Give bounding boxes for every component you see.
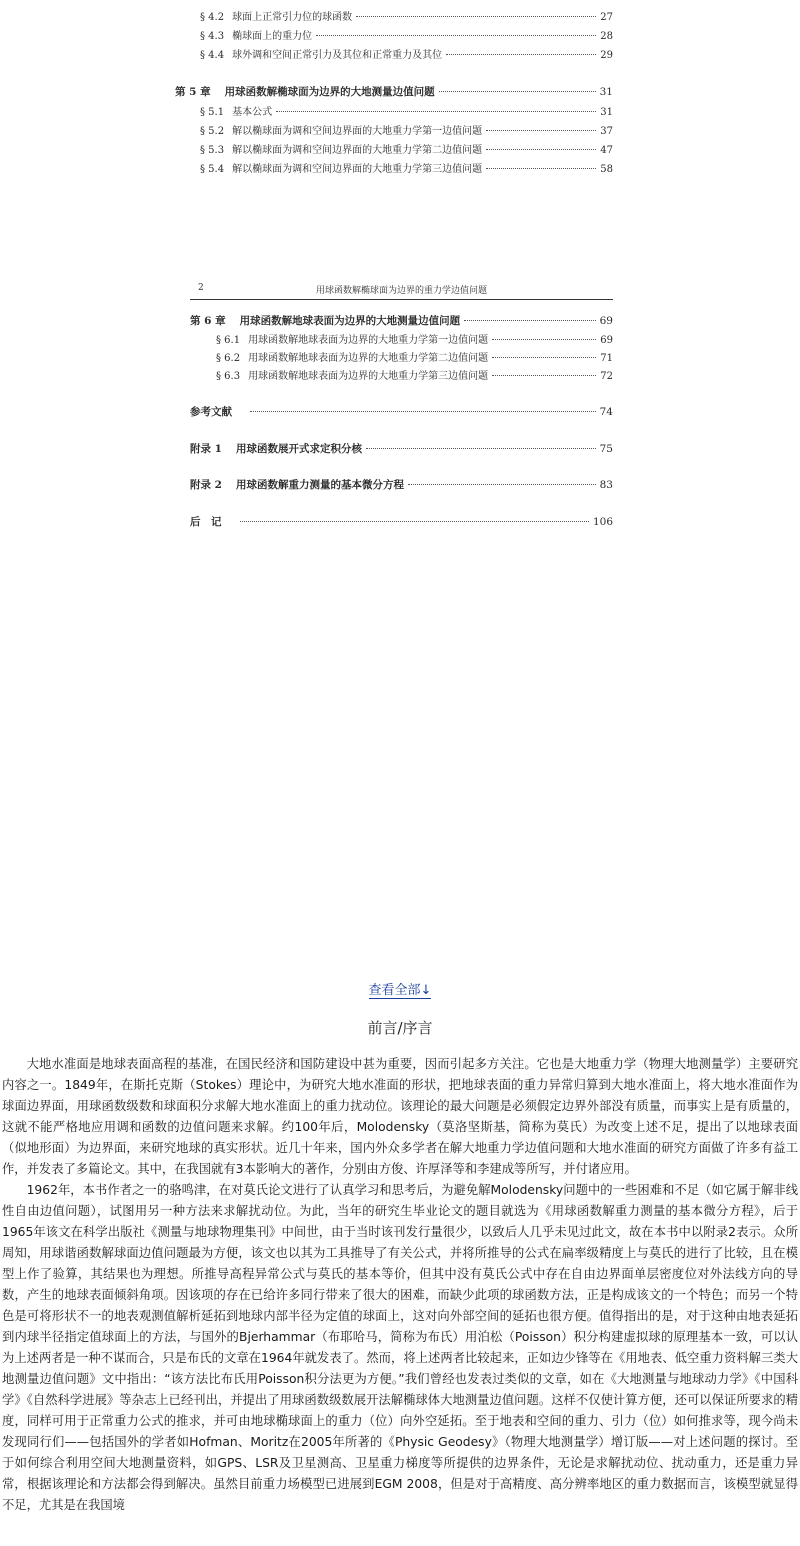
toc-chapter-number: 附录 2 bbox=[190, 479, 222, 491]
toc-entry-page: 106 bbox=[592, 516, 613, 528]
toc-entry-number: § 4.3 bbox=[200, 31, 225, 42]
toc-chapter-number: 附录 1 bbox=[190, 443, 222, 455]
toc-entry-title: 用球函数解地球表面为边界的大地重力学第三边值问题 bbox=[248, 371, 489, 382]
toc-entry-page: 74 bbox=[599, 406, 613, 418]
toc-entry-page: 69 bbox=[599, 315, 613, 327]
toc-leader-dots bbox=[492, 375, 596, 376]
toc-entry-title: 球面上正常引力位的球函数 bbox=[232, 12, 353, 23]
toc-entry-number: § 6.2 bbox=[216, 353, 241, 364]
preface-paragraph: 1962年，本书作者之一的骆鸣津，在对莫氏论文进行了认真学习和思考后，为避免解Molodensky问题中的一些困难和不足（如它属于解非线性自由边值问题），试图用另一种方法来求解扰动位。为此，当年的研究生毕业论文的题目就选为《用球函数解重力测量的基本微分方程》，后于1965年该文在科学出版社《测量与地球物理集刊》中间世，由于当时该刊发行量很少，以致后人几乎未见过此文，故在本书中以附录2表示。众所周知，用球谐函数解球面边值问题最为方便，该文也以其为工具推导了有关公式，并将所推导的公式在扁率级精度上与莫氏的进行了比较，且在模型上作了验算，其结果也为理想。所推导高程异常公式与莫氏的基本等价，但其中没有莫氏公式中存在自由边界面单层密度位对外法线方向的导数，产生的地球表面倾斜角项。因该项的存在已给许多同行带来了很大的困难，而缺少此项的球函数方法，正是构成该文的一个特色；而另一个特色是可将形状不一的地表观测值解析延拓到地球内部半径为定值的球面上，这对向外部空间的延拓也很方便。值得指出的是，对于这种由地表延拓到内球半径指定值球面上的方法，与国外的Bjerhammar（布耶哈马，简称为布氏）用泊松（Poisson）积分构建虚拟球的原理基本一致，可以认为上述两者是一种不谋而合，只是布氏的文章在1964年就发表了。然而，将上述两者比较起来，正如边少锋等在《用地表、低空重力资料解三类大地测量边值问题》文中指出：“该方法比布氏用Poisson积分法更为方便。”我们曾经也发表过类似的文章，如在《大地测量与地球动力学》《中国科学》《自然科学进展》等杂志上已经刊出，并提出了用球函数级数展开法解椭球体大地测量边值问题。这样不仅使计算方便，还可以保证所要求的精度，同样可用于正常重力公式的推求，并可由地球椭球面上的重力（位）向外空延拓。至于地表和空间的重力、引力（位）如何推求等，现今尚未发现同行们——包括国外的学者如Hofman、Moritz在2005年所著的《Physic Geodesy》（物理大地测量学）增订版——对上述问题的探讨。至于如何综合利用空间大地测量资料，如GPS、LSR及卫星测高、卫星重力梯度等所提供的边界条件，无论是求解扰动位、扰动重力，还是重力异常，根据该理论和方法都会得到解决。虽然目前重力场模型已进展到EGM 2008，但是对于高精度、高分辨率地区的重力数据而言，该模型就显得不足，尤其是在我国境 bbox=[2, 1183, 798, 1512]
toc-leader-dots bbox=[464, 320, 596, 321]
toc-entry-page: 31 bbox=[600, 107, 613, 118]
toc-entry bbox=[200, 141, 613, 156]
toc-entry-number: § 6.3 bbox=[216, 371, 241, 382]
toc-entry bbox=[216, 367, 613, 382]
toc-leader-dots bbox=[366, 448, 596, 449]
toc-chapter-number: 第 5 章 bbox=[175, 86, 211, 98]
view-all-container bbox=[0, 979, 800, 998]
toc-leader-dots bbox=[486, 149, 596, 150]
toc-leader-dots bbox=[408, 484, 596, 485]
toc-entry-page: 47 bbox=[600, 145, 613, 156]
toc-entry-title: 解以椭球面为调和空间边界面的大地重力学第三边值问题 bbox=[232, 164, 483, 175]
toc-chapter bbox=[190, 313, 613, 328]
toc-leader-dots bbox=[486, 130, 596, 131]
toc-leader-dots bbox=[240, 521, 589, 522]
toc-entry-page: 27 bbox=[600, 12, 613, 23]
toc-chapter-number: 第 6 章 bbox=[190, 315, 226, 327]
preface-body bbox=[2, 1054, 798, 1516]
toc-entry-number: § 6.1 bbox=[216, 335, 241, 346]
toc-chapter bbox=[190, 404, 613, 419]
toc-leader-dots bbox=[486, 168, 596, 169]
toc-leader-dots bbox=[356, 16, 596, 17]
toc-entry bbox=[216, 349, 613, 364]
toc-chapter-number: 参考文献 bbox=[190, 406, 232, 418]
toc-chapter bbox=[190, 441, 613, 456]
scan-page-running-title: 用球函数解椭球面为边界的重力学边值问题 bbox=[315, 286, 487, 296]
toc-entry-page: 72 bbox=[600, 371, 613, 382]
toc-entry-number: § 5.1 bbox=[200, 107, 225, 118]
toc-entry-number: § 4.4 bbox=[200, 50, 225, 61]
toc-entry-page: 37 bbox=[600, 126, 613, 137]
toc-entry bbox=[200, 160, 613, 175]
preface-paragraph: 大地水准面是地球表面高程的基准，在国民经济和国防建设中甚为重要，因而引起多方关注。它也是大地重力学（物理大地测量学）主要研究内容之一。1849年，在斯托克斯（Stokes）理论中，为研究大地水准面的形状，把地球表面的重力异常归算到大地水准面上，将大地水准面作为球面边界面，用球函数级数和球面积分求解大地水准面上的重力扰动位。该理论的最大问题是必须假定边界外部没有质量，而事实上是有质量的，这就不能严格地应用调和函数的边值问题来求解。约100年后，Molodensky（莫洛坚斯基，简称为莫氏）为改变上述不足，提出了以地球表面（似地形面）为边界面，来研究地球的真实形状。近几十年来，国内外众多学者在解大地重力学边值问题和大地水准面的研究方面做了许多有益工作，并发表了多篇论文。其中，在我国就有3本影响大的著作，分别由方俊、许厚泽等和李建成等所写，并付诸应用。 bbox=[2, 1057, 798, 1176]
toc-leader-dots bbox=[492, 357, 596, 358]
toc-entry-page: 31 bbox=[599, 86, 613, 98]
toc-chapter bbox=[190, 477, 613, 492]
toc-leader-dots bbox=[276, 111, 596, 112]
toc-entry bbox=[200, 122, 613, 137]
scan-page-number: 2 bbox=[198, 283, 204, 293]
toc-leader-dots bbox=[250, 411, 596, 412]
toc-entry bbox=[200, 8, 613, 23]
toc-entry bbox=[200, 46, 613, 61]
view-all-link[interactable]: 查看全部↓ bbox=[368, 983, 432, 998]
toc-chapter-number: 后 记 bbox=[190, 516, 222, 528]
toc-entry-title: 椭球面上的重力位 bbox=[232, 31, 313, 42]
toc-chapter-title: 用球函数解椭球面为边界的大地测量边值问题 bbox=[224, 86, 435, 98]
toc-entry-title: 解以椭球面为调和空间边界面的大地重力学第一边值问题 bbox=[232, 126, 483, 137]
toc-chapter-title: 用球函数解重力测量的基本微分方程 bbox=[235, 479, 404, 491]
scan-page-header bbox=[190, 281, 613, 300]
toc-entry bbox=[216, 331, 613, 346]
toc-leader-dots bbox=[446, 54, 596, 55]
toc-scan-image bbox=[0, 0, 800, 540]
toc-entry-page: 83 bbox=[599, 479, 613, 491]
toc-entry-number: § 5.4 bbox=[200, 164, 225, 175]
toc-entry-page: 69 bbox=[600, 335, 613, 346]
toc-entry-title: 用球函数解地球表面为边界的大地重力学第二边值问题 bbox=[248, 353, 489, 364]
toc-chapter bbox=[175, 84, 613, 99]
toc-chapter bbox=[190, 514, 613, 529]
toc-entry-title: 用球函数解地球表面为边界的大地重力学第一边值问题 bbox=[248, 335, 489, 346]
toc-entry-title: 基本公式 bbox=[232, 107, 273, 118]
toc-entry-page: 75 bbox=[599, 443, 613, 455]
toc-entry-number: § 5.2 bbox=[200, 126, 225, 137]
toc-entry bbox=[200, 27, 613, 42]
toc-entry-title: 解以椭球面为调和空间边界面的大地重力学第二边值问题 bbox=[232, 145, 483, 156]
toc-entry-page: 71 bbox=[600, 353, 613, 364]
toc-entry-title: 球外调和空间正常引力及其位和正常重力及其位 bbox=[232, 50, 443, 61]
toc-entry-page: 29 bbox=[600, 50, 613, 61]
toc-chapter-title: 用球函数解地球表面为边界的大地测量边值问题 bbox=[239, 315, 461, 327]
toc-leader-dots bbox=[439, 91, 596, 92]
toc-entry bbox=[200, 103, 613, 118]
toc-entry-number: § 5.3 bbox=[200, 145, 225, 156]
preface-title: 前言/序言 bbox=[367, 1019, 433, 1037]
toc-entry-page: 28 bbox=[600, 31, 613, 42]
toc-entry-page: 58 bbox=[600, 164, 613, 175]
toc-leader-dots bbox=[492, 339, 596, 340]
toc-entry-number: § 4.2 bbox=[200, 12, 225, 23]
toc-leader-dots bbox=[316, 35, 596, 36]
toc-chapter-title: 用球函数展开式求定积分核 bbox=[235, 443, 362, 455]
